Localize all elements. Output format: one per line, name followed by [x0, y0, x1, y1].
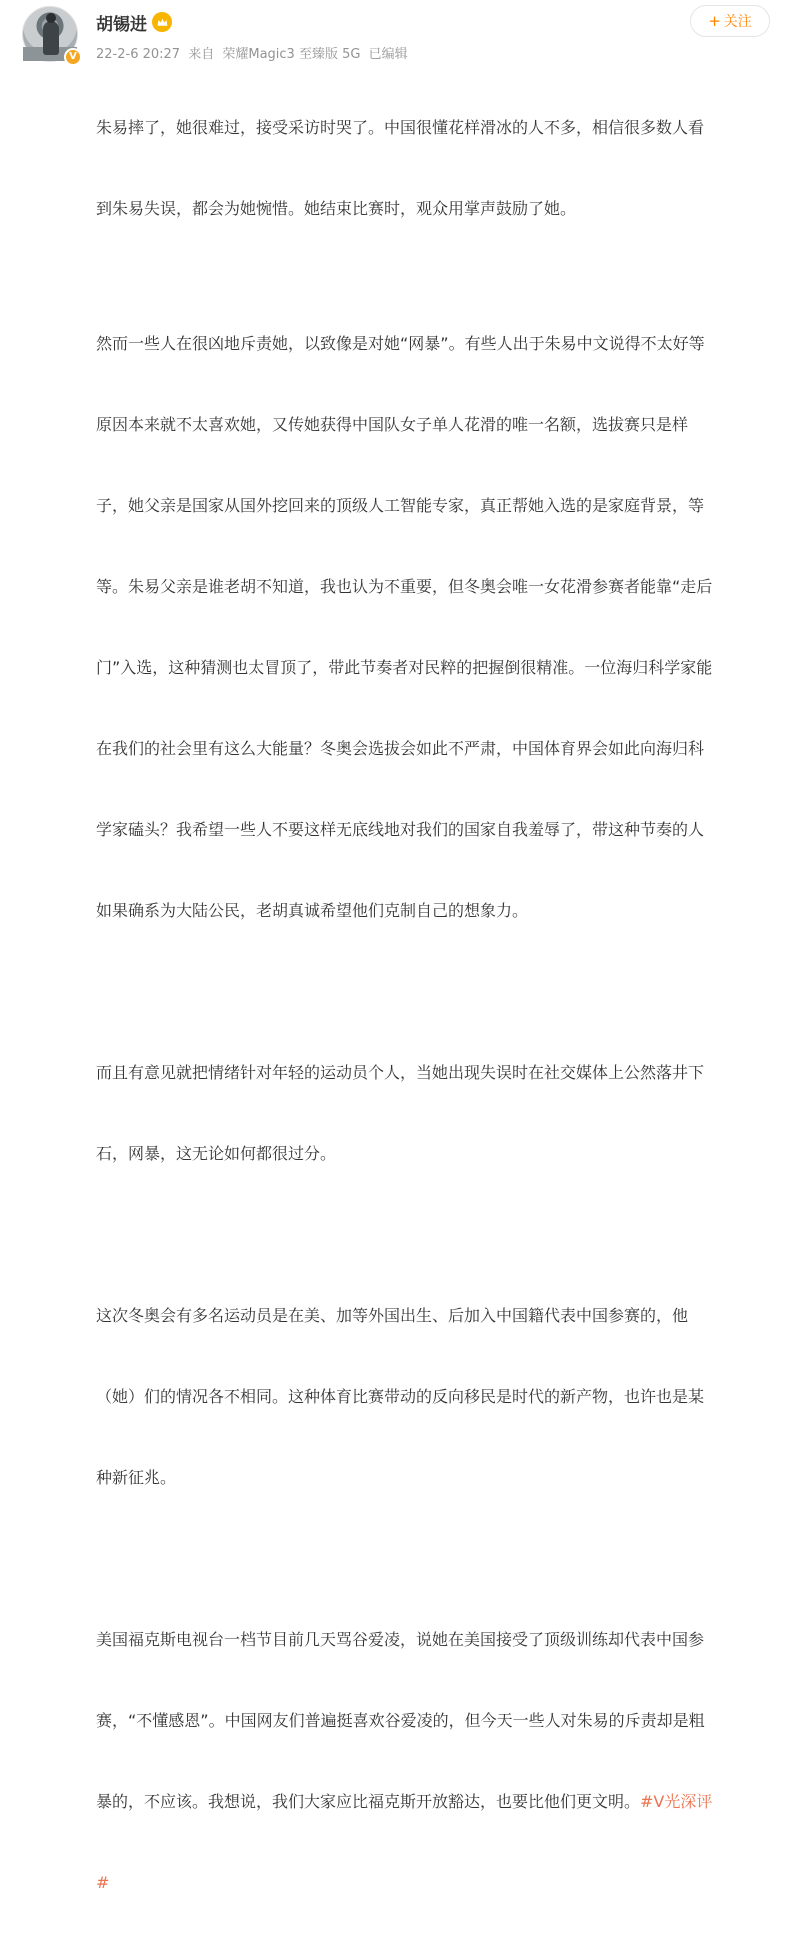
follow-label: 关注 — [723, 14, 752, 30]
post-content — [96, 60, 776, 1950]
text-line: 原因本来就不太喜欢她，又传她获得中国队女子单人花滑的唯一名额，选拔赛只是样 — [96, 415, 689, 434]
paragraph-4 — [96, 1248, 776, 1545]
text-line: 门”入选，这种猜测也太冒顶了，带此节奏者对民粹的把握倒很精准。一位海归科学家能 — [96, 658, 713, 677]
paragraph-5 — [96, 1572, 776, 1950]
text-line: 在我们的社会里有这么大能量？冬奥会选拔会如此不严肃，中国体育界会如此向海归科 — [96, 739, 705, 758]
avatar-container[interactable] — [22, 6, 82, 66]
text-line — [96, 1869, 776, 1896]
text-line: 石，网暴，这无论如何都很过分。 — [96, 1144, 337, 1163]
crown-icon[interactable] — [152, 12, 172, 32]
paragraph-2 — [96, 276, 776, 978]
source-prefix: 来自 — [188, 47, 215, 62]
text-line: （她）们的情况各不相同。这种体育比赛带动的反向移民是时代的新产物，也许也是某 — [96, 1387, 705, 1406]
text-line: 子，她父亲是国家从国外挖回来的顶级人工智能专家，真正帮她入选的是家庭背景，等 — [96, 496, 705, 515]
paragraph-gap — [96, 1545, 776, 1572]
text-line: 赛，“不懂感恩”。中国网友们普遍挺喜欢谷爱凌的，但今天一些人对朱易的斥责却是粗 — [96, 1711, 705, 1730]
follow-button[interactable] — [690, 5, 770, 37]
post-date[interactable]: 22-2-6 20:27 — [96, 47, 181, 62]
paragraph-1 — [96, 60, 776, 276]
text-line: 这次冬奥会有多名运动员是在美、加等外国出生、后加入中国籍代表中国参赛的，他 — [96, 1306, 689, 1325]
paragraph-3 — [96, 1005, 776, 1221]
text-line: 然而一些人在很凶地斥责她，以致像是对她“网暴”。有些人出于朱易中文说得不太好等 — [96, 334, 705, 353]
text-line: 朱易摔了，她很难过，接受采访时哭了。中国很懂花样滑冰的人不多，相信很多数人看 — [96, 118, 705, 137]
verified-icon: V — [64, 48, 82, 66]
text-line: 而且有意见就把情绪针对年轻的运动员个人，当她出现失误时在社交媒体上公然落井下 — [96, 1063, 705, 1082]
text-segment: 暴的，不应该。我想说，我们大家应比福克斯开放豁达，也要比他们更文明。 — [96, 1792, 641, 1811]
text-line: 种新征兆。 — [96, 1468, 177, 1487]
source-device: 荣耀Magic3 至臻版 5G — [222, 47, 361, 62]
text-line: 学家磕头？我希望一些人不要这样无底线地对我们的国家自我羞辱了，带这种节奏的人 — [96, 820, 705, 839]
paragraph-gap — [96, 978, 776, 1005]
hashtag-link-end[interactable]: # — [96, 1873, 110, 1892]
text-line: 如果确系为大陆公民，老胡真诚希望他们克制自己的想象力。 — [96, 901, 529, 920]
text-line: 等。朱易父亲是谁老胡不知道，我也认为不重要，但冬奥会唯一女花滑参赛者能靠“走后 — [96, 577, 713, 596]
paragraph-gap — [96, 1221, 776, 1248]
edited-label: 已编辑 — [368, 47, 408, 62]
text-line — [96, 1788, 776, 1815]
user-name[interactable]: 胡锡进 — [96, 15, 147, 35]
plus-icon: + — [708, 12, 721, 30]
hashtag-link[interactable]: #V光深评 — [640, 1792, 713, 1811]
text-line: 美国福克斯电视台一档节目前几天骂谷爱凌，说她在美国接受了顶级训练却代表中国参 — [96, 1630, 705, 1649]
text-line: 到朱易失误，都会为她惋惜。她结束比赛时，观众用掌声鼓励了她。 — [96, 199, 577, 218]
